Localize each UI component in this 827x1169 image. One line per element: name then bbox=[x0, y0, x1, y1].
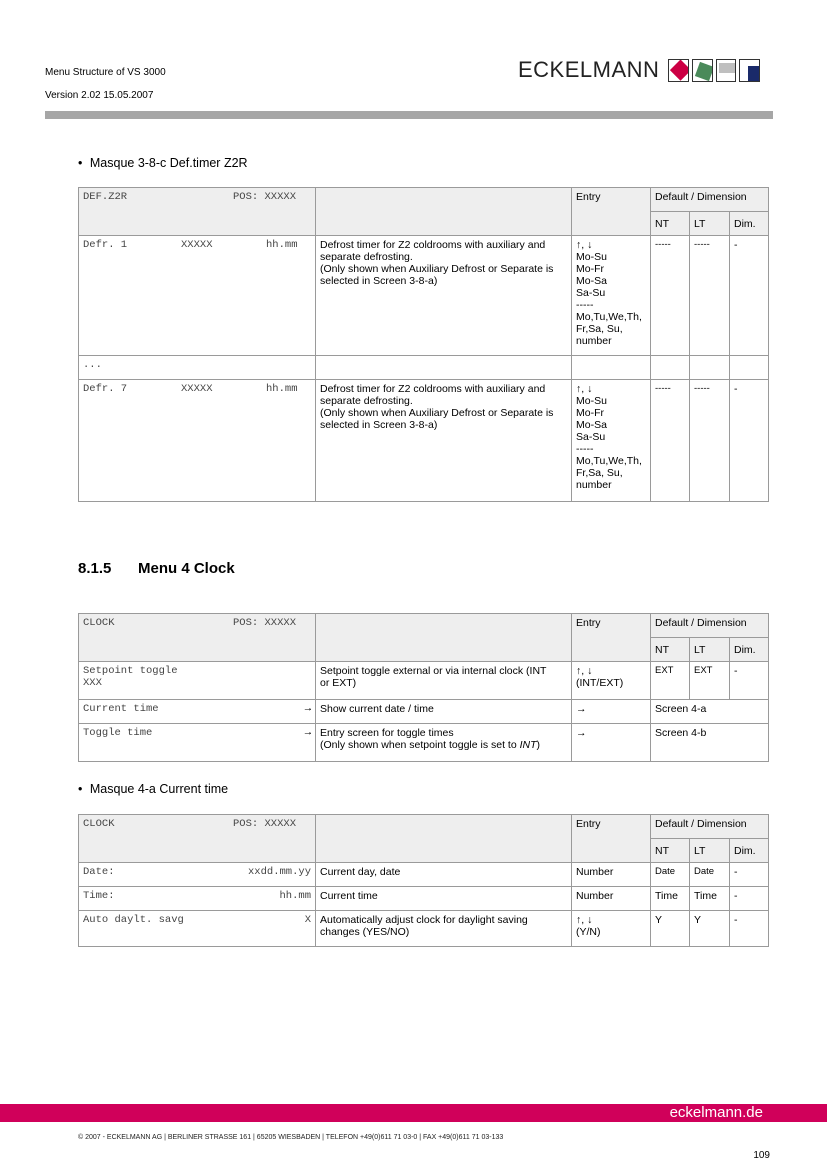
screen-name: CLOCK bbox=[83, 818, 115, 830]
default-nt: ----- bbox=[651, 380, 690, 502]
entry-header: Entry bbox=[572, 815, 651, 863]
lt-header: LT bbox=[690, 839, 730, 863]
table-row bbox=[79, 380, 769, 502]
ellipsis: ... bbox=[83, 359, 102, 371]
param-value: xxdd.mm.yy bbox=[247, 866, 311, 878]
param-description: Current day, date bbox=[316, 863, 572, 887]
default-nt: Y bbox=[651, 911, 690, 947]
current-time-table bbox=[78, 814, 769, 947]
default-lt: ----- bbox=[690, 236, 730, 356]
default-lt: ----- bbox=[690, 380, 730, 502]
default-lt: Time bbox=[690, 887, 730, 911]
table-row bbox=[79, 863, 769, 887]
header-divider bbox=[45, 111, 773, 119]
dim-header: Dim. bbox=[730, 638, 769, 662]
section-title-menu-4-clock bbox=[78, 560, 235, 577]
param-name: Date: bbox=[83, 866, 115, 878]
param-description: Show current date / time bbox=[316, 700, 572, 724]
dimension: - bbox=[730, 380, 769, 502]
dimension: - bbox=[730, 887, 769, 911]
screen-link: Screen 4-b bbox=[651, 724, 769, 762]
def-timer-table bbox=[78, 187, 769, 502]
screen-header-cell bbox=[79, 614, 316, 662]
eckelmann-logo bbox=[518, 56, 760, 84]
default-dimension-header: Default / Dimension bbox=[651, 188, 769, 212]
param-entry: ↑, ↓ (Y/N) bbox=[572, 911, 651, 947]
default-lt: Y bbox=[690, 911, 730, 947]
description-header-cell bbox=[316, 188, 572, 236]
param-name: Defr. 7 bbox=[83, 383, 128, 395]
footer-copyright: © 2007 - ECKELMANN AG | BERLINER STRASSE 161 | 65205 WIESBADEN | TELEFON +49(0)611 71 03-0 | FAX +49(0)611 71 03-133 bbox=[78, 1134, 504, 1141]
param-name: Time: bbox=[83, 890, 115, 902]
section-title-text: Menu 4 Clock bbox=[138, 560, 235, 577]
screen-pos: POS: XXXXX bbox=[233, 191, 297, 203]
screen-pos: POS: XXXXX bbox=[233, 818, 297, 830]
heading-text: Masque 4-a Current time bbox=[89, 782, 229, 796]
submenu-arrow-icon: → bbox=[304, 703, 311, 715]
screen-link: Screen 4-a bbox=[651, 700, 769, 724]
logo-square-green bbox=[692, 59, 713, 82]
dimension: - bbox=[730, 662, 769, 700]
table-row bbox=[79, 236, 769, 356]
screen-name: CLOCK bbox=[83, 617, 115, 629]
default-dimension-header: Default / Dimension bbox=[651, 815, 769, 839]
table-row bbox=[79, 700, 769, 724]
param-entry: ↑, ↓ Mo-Su Mo-Fr Mo-Sa Sa-Su ----- Mo,Tu,We,Th, Fr,Sa, Su, number bbox=[572, 236, 651, 356]
dimension: - bbox=[730, 236, 769, 356]
default-dimension-header: Default / Dimension bbox=[651, 614, 769, 638]
param-value: X bbox=[304, 914, 311, 926]
dimension: - bbox=[730, 863, 769, 887]
default-nt: Time bbox=[651, 887, 690, 911]
entry-header: Entry bbox=[572, 614, 651, 662]
param-entry: ↑, ↓ Mo-Su Mo-Fr Mo-Sa Sa-Su ----- Mo,Tu,We,Th, Fr,Sa, Su, number bbox=[572, 380, 651, 502]
clock-menu-table bbox=[78, 613, 769, 762]
table-row bbox=[79, 662, 769, 700]
table-row bbox=[79, 724, 769, 762]
section-number: 8.1.5 bbox=[78, 560, 112, 577]
param-value: XXXXX bbox=[181, 383, 213, 395]
section-heading-def-timer bbox=[78, 156, 248, 170]
default-lt: EXT bbox=[690, 662, 730, 700]
bullet: • bbox=[78, 782, 83, 796]
table-row bbox=[79, 887, 769, 911]
nt-header: NT bbox=[651, 212, 690, 236]
default-nt: EXT bbox=[651, 662, 690, 700]
param-description: Entry screen for toggle times (Only shown when setpoint toggle is set to INT) bbox=[316, 724, 572, 762]
document-title: Menu Structure of VS 3000 bbox=[45, 67, 166, 78]
arrow-right-icon: → bbox=[572, 724, 651, 762]
footer-website-link[interactable]: eckelmann.de bbox=[669, 1104, 763, 1121]
param-unit: hh.mm bbox=[266, 239, 298, 251]
default-lt: Date bbox=[690, 863, 730, 887]
param-unit: hh.mm bbox=[266, 383, 298, 395]
logo-square-red bbox=[668, 59, 689, 82]
param-name: Defr. 1 bbox=[83, 239, 128, 251]
logo-text: ECKELMANN bbox=[518, 57, 660, 82]
param-name: Auto daylt. savg bbox=[83, 914, 184, 926]
dimension: - bbox=[730, 911, 769, 947]
param-entry: Number bbox=[572, 887, 651, 911]
dim-header: Dim. bbox=[730, 212, 769, 236]
entry-header: Entry bbox=[572, 188, 651, 236]
param-entry: ↑, ↓ (INT/EXT) bbox=[572, 662, 651, 700]
lt-header: LT bbox=[690, 638, 730, 662]
param-name: Toggle time bbox=[83, 727, 153, 739]
param-value: hh.mm bbox=[279, 890, 311, 902]
logo-square-gray bbox=[716, 59, 737, 82]
page-number: 109 bbox=[753, 1150, 770, 1161]
param-description: Current time bbox=[316, 887, 572, 911]
heading-text: Masque 3-8-c Def.timer Z2R bbox=[89, 156, 248, 170]
section-heading-current-time bbox=[78, 782, 228, 796]
setpoint-toggle-param: Setpoint toggle XXX bbox=[79, 662, 316, 700]
lt-header: LT bbox=[690, 212, 730, 236]
submenu-arrow-icon: → bbox=[304, 727, 311, 739]
document-version: Version 2.02 15.05.2007 bbox=[45, 90, 154, 101]
param-description: Automatically adjust clock for daylight saving changes (YES/NO) bbox=[316, 911, 572, 947]
nt-header: NT bbox=[651, 839, 690, 863]
default-nt: Date bbox=[651, 863, 690, 887]
default-nt: ----- bbox=[651, 236, 690, 356]
bullet: • bbox=[78, 156, 83, 170]
description-header-cell bbox=[316, 815, 572, 863]
screen-name: DEF.Z2R bbox=[83, 191, 128, 203]
param-description: Defrost timer for Z2 coldrooms with auxiliary and separate defrosting. (Only shown when Auxiliary Defrost or Separate is selected in Screen 3-8-a) bbox=[316, 380, 572, 502]
param-description: Defrost timer for Z2 coldrooms with auxiliary and separate defrosting. (Only shown when Auxiliary Defrost or Separate is selected in Screen 3-8-a) bbox=[316, 236, 572, 356]
table-row bbox=[79, 356, 769, 380]
table-row bbox=[79, 911, 769, 947]
param-description: Setpoint toggle external or via internal clock (INT or EXT) bbox=[316, 662, 572, 700]
param-value: XXXXX bbox=[181, 239, 213, 251]
nt-header: NT bbox=[651, 638, 690, 662]
screen-header-cell bbox=[79, 188, 316, 236]
screen-pos: POS: XXXXX bbox=[233, 617, 297, 629]
dim-header: Dim. bbox=[730, 839, 769, 863]
logo-square-blue bbox=[739, 59, 760, 82]
param-entry: Number bbox=[572, 863, 651, 887]
param-name: Current time bbox=[83, 703, 159, 715]
arrow-right-icon: → bbox=[572, 700, 651, 724]
screen-header-cell bbox=[79, 815, 316, 863]
description-header-cell bbox=[316, 614, 572, 662]
